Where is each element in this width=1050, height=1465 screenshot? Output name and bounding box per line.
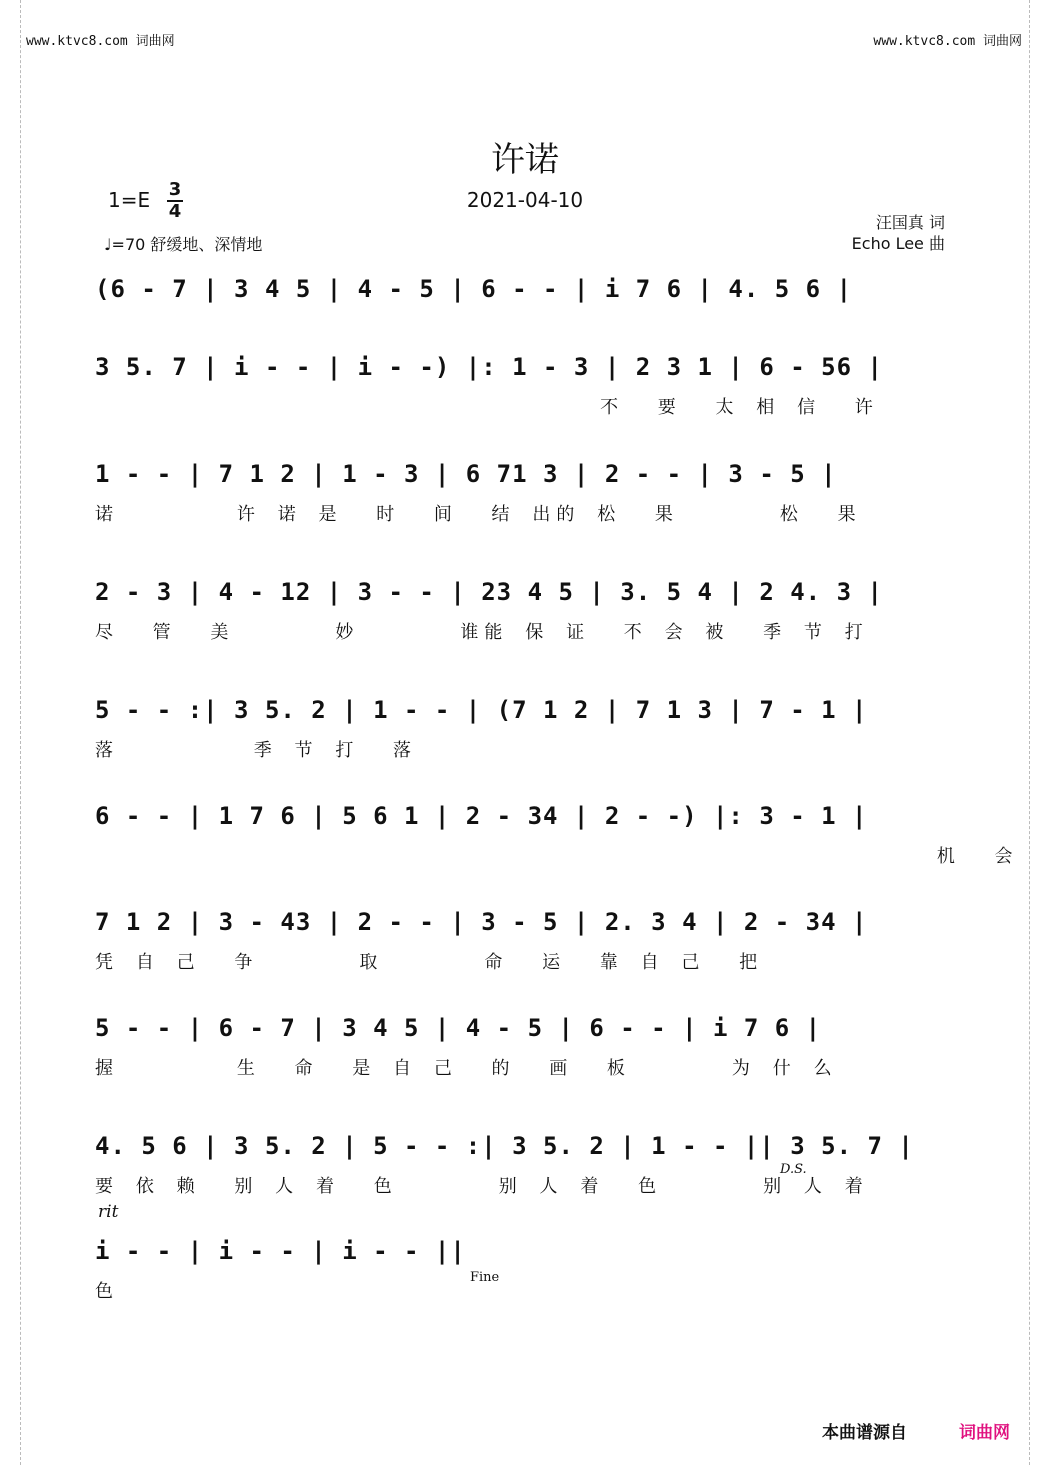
- watermark-right[interactable]: www.ktvc8.com 词曲网: [873, 34, 1022, 49]
- tempo-marking: ♩=70 舒缓地、深情地: [104, 235, 263, 254]
- notes-line: 6 - - | 1 7 6 | 5 6 1 | 2 - 34 | 2 - -) |: 3 - 1 |: [95, 802, 868, 830]
- notes-line: 1 - - | 7 1 2 | 1 - 3 | 6 71 3 | 2 - - | 3 - 5 |: [95, 460, 837, 488]
- lyrics-line: 尽 管 美 妙 谁能 保 证 不 会 被 季 节 打: [95, 622, 869, 643]
- lyrics-line: 凭 自 己 争 取 命 运 靠 自 己 把: [95, 952, 764, 973]
- composer: Echo Lee 曲: [851, 234, 945, 253]
- watermark-left[interactable]: www.ktvc8.com 词曲网: [26, 34, 175, 49]
- lyrics-line: 不 要 太 相 信 许: [95, 397, 879, 418]
- song-title: 许诺: [491, 140, 559, 180]
- notes-line: (6 - 7 | 3 4 5 | 4 - 5 | 6 - - | i 7 6 | 4. 5 6 |: [95, 275, 853, 303]
- notes-line: 4. 5 6 | 3 5. 2 | 5 - - :| 3 5. 2 | 1 - - || 3 5. 7 |: [95, 1132, 914, 1160]
- footer-text: 本曲谱源自: [822, 1423, 907, 1443]
- lyrics-line: 要 依 赖 别 人 着 色 别 人 着 色 别 人 着: [95, 1176, 869, 1197]
- date: 2021-04-10: [466, 188, 584, 212]
- lyrics-line: 落 季 节 打 落: [95, 740, 418, 761]
- time-bottom: 4: [168, 201, 182, 222]
- key-signature: 1=E: [108, 188, 151, 212]
- footer-brand-link[interactable]: 词曲网: [959, 1423, 1010, 1443]
- notes-line: 5 - - | 6 - 7 | 3 4 5 | 4 - 5 | 6 - - | i 7 6 |: [95, 1014, 822, 1042]
- notes-line: 2 - 3 | 4 - 12 | 3 - - | 23 4 5 | 3. 5 4 | 2 4. 3 |: [95, 578, 883, 606]
- time-top: 3: [168, 179, 182, 200]
- footer-source: [822, 1418, 1010, 1443]
- notes-line: 7 1 2 | 3 - 43 | 2 - - | 3 - 5 | 2. 3 4 | 2 - 34 |: [95, 908, 868, 936]
- rit-mark: rit: [98, 1202, 119, 1222]
- notes-line: 5 - - :| 3 5. 2 | 1 - - | (7 1 2 | 7 1 3 | 7 - 1 |: [95, 696, 868, 724]
- lyrics-line: 诺 许 诺 是 时 间 结 出的 松 果 松 果: [95, 504, 862, 525]
- lyricist: 汪国真 词: [875, 213, 945, 232]
- credits: [852, 212, 945, 254]
- lyrics-line: 色: [95, 1281, 119, 1302]
- lyrics-line: 握 生 命 是 自 己 的 画 板 为 什 么: [95, 1058, 838, 1079]
- left-margin-strip: [0, 0, 21, 1465]
- notes-line: 3 5. 7 | i - - | i - -) |: 1 - 3 | 2 3 1 | 6 - 56 |: [95, 353, 883, 381]
- lyrics-line: 机 会: [95, 846, 1019, 867]
- ds-mark: D.S.: [780, 1162, 807, 1177]
- fine-mark: Fine: [470, 1270, 500, 1285]
- notes-line: i - - | i - - | i - - ||: [95, 1237, 466, 1265]
- right-margin-strip: [1029, 0, 1050, 1465]
